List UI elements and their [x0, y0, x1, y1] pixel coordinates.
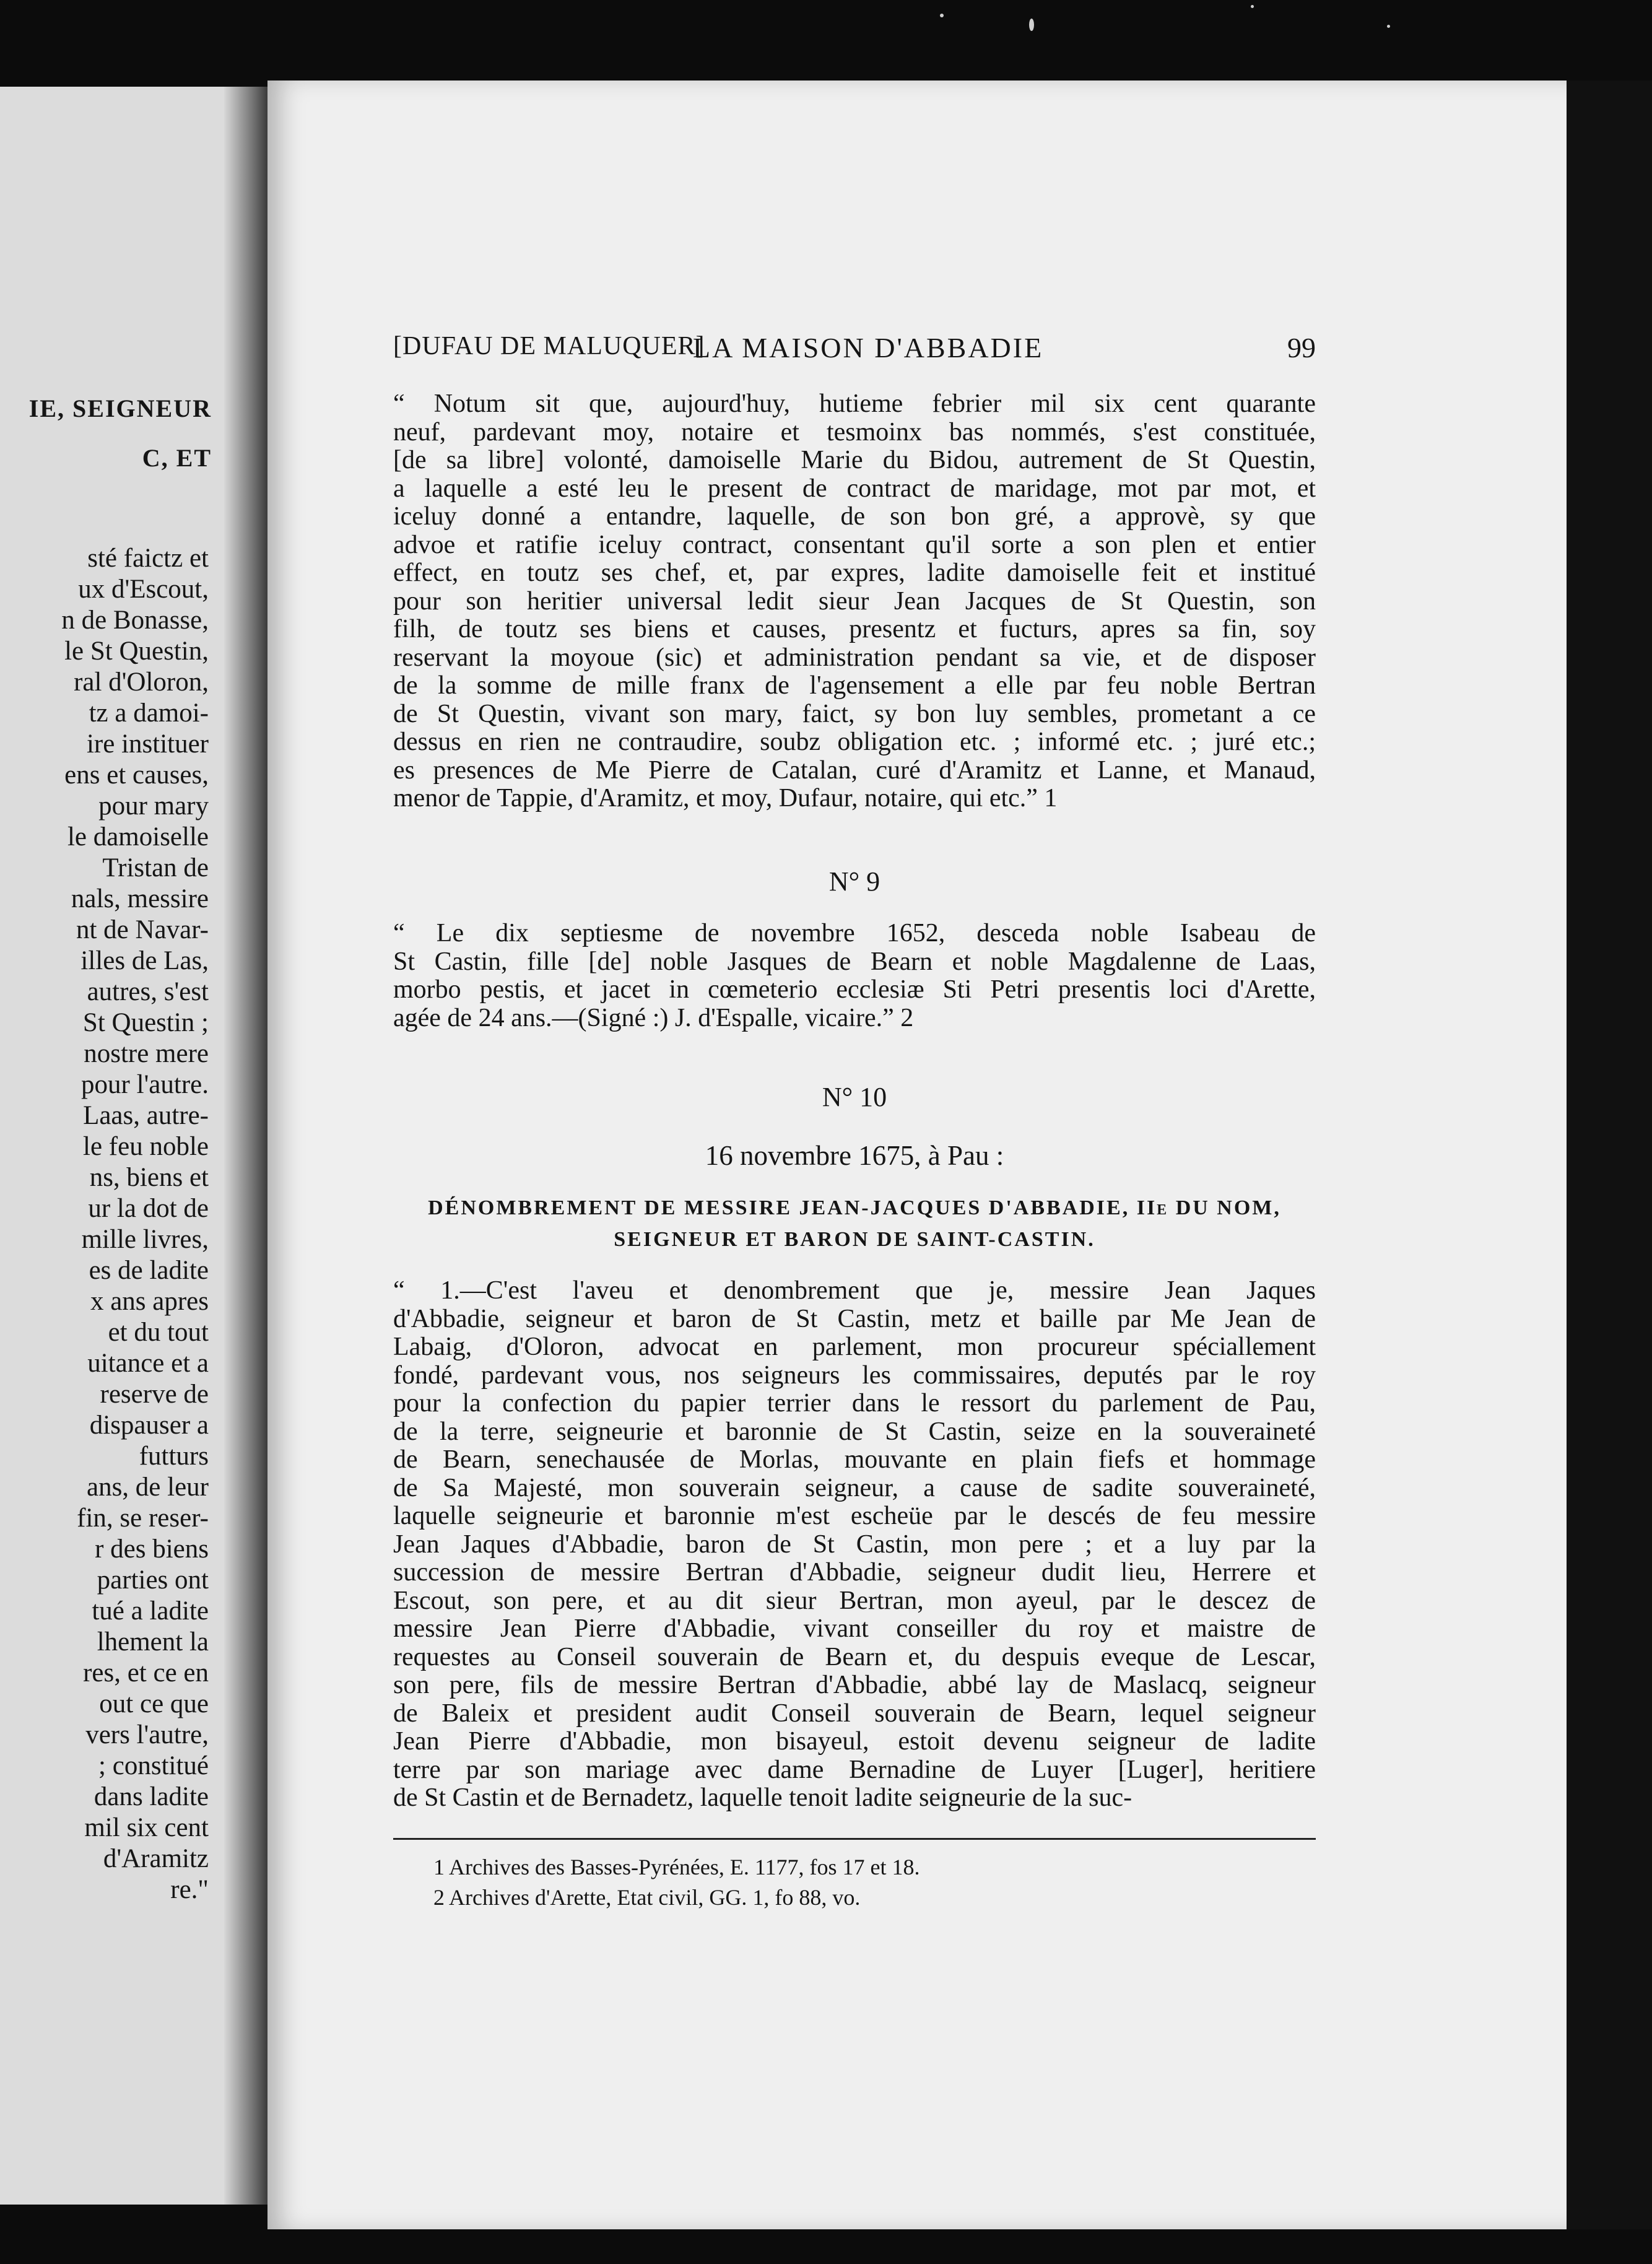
left-page-line: Tristan de — [102, 853, 209, 882]
left-page-line: re." — [170, 1875, 209, 1904]
text-line: de Baleix et president audit Conseil souverain de Bearn, lequel seigneur — [393, 1699, 1316, 1728]
left-page-line: le feu noble — [83, 1132, 209, 1161]
text-line: dessus en rien ne contraudire, soubz obligation etc. ; informé etc. ; juré etc.; — [393, 728, 1316, 756]
footnote-1: 1 Archives des Basses-Pyrénées, E. 1177, fos 17 et 18. — [433, 1855, 920, 1879]
subheading-line-2: SEIGNEUR ET BARON DE SAINT-CASTIN. — [614, 1228, 1095, 1251]
text-line: Labaig, d'Oloron, advocat en parlement, mon procureur spéciallement — [393, 1333, 1316, 1361]
left-page-line: mille livres, — [81, 1225, 209, 1254]
header-title: LA MAISON D'ABBADIE — [693, 332, 1044, 364]
text-line: de St Questin, vivant son mary, faict, sy bon luy sembles, prometant a ce — [393, 699, 1316, 728]
section-heading-no9: N° 9 — [828, 866, 880, 897]
left-page-line: nals, messire — [71, 884, 209, 913]
text-line: de St Castin et de Bernadetz, laquelle tenoit ladite seigneurie de la suc- — [393, 1783, 1132, 1812]
left-page-line: uitance et a — [87, 1349, 209, 1378]
scan-edge — [1567, 81, 1652, 2229]
text-line: [de sa libre] volonté, damoiselle Marie du Bidou, autrement de St Questin, — [393, 446, 1316, 474]
text-line: Jean Jaques d'Abbadie, baron de St Castin, mon pere ; et a luy par la — [393, 1530, 1316, 1559]
left-page-line: autres, s'est — [87, 977, 209, 1006]
left-page-line: sté faictz et — [87, 544, 209, 573]
paragraph-denombrement — [393, 1277, 1316, 1813]
left-page-line: ens et causes, — [64, 760, 209, 790]
left-page-line: lhement la — [97, 1627, 209, 1657]
date-line: 16 novembre 1675, à Pau : — [705, 1140, 1004, 1171]
left-page-line: nostre mere — [84, 1039, 209, 1068]
left-page-line: vers l'autre, — [85, 1720, 209, 1749]
text-line: reservant la moyoue (sic) et administration pendant sa vie, et de disposer — [393, 643, 1316, 672]
left-page-line: tz a damoi- — [89, 699, 209, 728]
left-page-line: out ce que — [99, 1689, 209, 1718]
left-page-line: C, ET — [142, 444, 212, 472]
text-line: de Bearn, senechausée de Morlas, mouvante en plain fiefs et hommage — [393, 1445, 1316, 1474]
text-line: neuf, pardevant moy, notaire et tesmoinx bas nommés, s'est constituée, — [393, 417, 1316, 446]
left-page-line: dispauser a — [89, 1411, 209, 1440]
text-line: requestes au Conseil souverain de Bearn et, du despuis eveque de Lescar, — [393, 1642, 1316, 1671]
left-page-line: le damoiselle — [67, 822, 209, 851]
text-line: fondé, pardevant vous, nos seigneurs les commissaires, deputés par le roy — [393, 1361, 1316, 1390]
text-line: agée de 24 ans.—(Signé :) J. d'Espalle, vicaire.” 2 — [393, 1003, 914, 1032]
left-page-line: n de Bonasse, — [61, 606, 209, 635]
text-line: “ Notum sit que, aujourd'huy, hutieme febrier mil six cent quarante — [393, 390, 1316, 418]
left-page-line: fin, se reser- — [77, 1504, 209, 1533]
text-line: morbo pestis, et jacet in cœmeterio ecclesiæ Sti Petri presentis loci d'Arette, — [393, 975, 1316, 1004]
text-line: messire Jean Pierre d'Abbadie, vivant conseiller du roy et maistre de — [393, 1614, 1316, 1643]
left-page-line: res, et ce en — [83, 1658, 209, 1687]
text-line: laquelle seigneurie et baronnie m'est escheüe par le descés de feu messire — [393, 1502, 1316, 1530]
left-facing-page — [0, 87, 267, 2205]
text-line: “ 1.—C'est l'aveu et denombrement que je, messire Jean Jaques — [393, 1276, 1316, 1305]
text-line: filh, de toutz ses biens et causes, presentz et fucturs, apres sa fin, soy — [393, 615, 1316, 643]
text-line: St Castin, fille [de] noble Jasques de Bearn et noble Magdalenne de Laas, — [393, 947, 1316, 976]
text-line: iceluy donné a entandre, laquelle, de son bon gré, a approvè, sy que — [393, 502, 1316, 531]
header-author: [DUFAU DE MALUQUER] — [393, 332, 705, 360]
left-page-line: ral d'Oloron, — [74, 668, 209, 697]
text-line: advoe et ratifie iceluy contract, consentant qu'il sorte a son plen et entier — [393, 530, 1316, 559]
speck — [1251, 5, 1254, 8]
left-page-line: ns, biens et — [89, 1163, 209, 1192]
left-page-line: illes de Las, — [80, 946, 209, 975]
speck — [1029, 19, 1034, 31]
left-page-line: r des biens — [95, 1535, 209, 1564]
running-header — [393, 331, 1316, 368]
paragraph-contract — [393, 390, 1316, 813]
left-page-line: le St Questin, — [64, 637, 209, 666]
left-page-line: futturs — [139, 1442, 209, 1471]
left-page-line: pour mary — [98, 791, 209, 821]
text-line: terre par son mariage avec dame Bernadine de Luyer [Luger], heritiere — [393, 1755, 1316, 1784]
top-margin-specks — [867, 0, 1652, 81]
speck — [940, 14, 944, 17]
text-line: pour la confection du papier terrier dans le ressort du parlement de Pau, — [393, 1389, 1316, 1417]
left-page-line: parties ont — [97, 1565, 209, 1595]
left-page-line: ire instituer — [86, 729, 209, 759]
left-page-line: tué a ladite — [92, 1596, 209, 1626]
left-page-line: dans ladite — [93, 1782, 209, 1811]
left-page-line: ans, de leur — [86, 1473, 209, 1502]
text-line: Jean Pierre d'Abbadie, mon bisayeul, estoit devenu seigneur de ladite — [393, 1727, 1316, 1756]
left-page-line: nt de Navar- — [76, 915, 209, 944]
speck — [1387, 25, 1390, 28]
text-line: a laquelle a esté leu le present de contract de maridage, mot par mot, et — [393, 474, 1316, 503]
section-heading-no10: N° 10 — [822, 1082, 887, 1112]
left-page-line: St Questin ; — [82, 1008, 209, 1037]
left-page-line: x ans apres — [90, 1287, 209, 1316]
text-line: Escout, son pere, et au dit sieur Bertran, mon ayeul, par le descez de — [393, 1586, 1316, 1615]
left-page-line: reserve de — [100, 1380, 209, 1409]
text-line: “ Le dix septiesme de novembre 1652, desceda noble Isabeau de — [393, 919, 1316, 947]
text-line: effect, en toutz ses chef, et, par expres, ladite damoiselle feit et institué — [393, 559, 1316, 587]
left-page-line: Laas, autre- — [83, 1101, 209, 1130]
text-line: menor de Tappie, d'Aramitz, et moy, Dufaur, notaire, qui etc.” 1 — [393, 784, 1058, 812]
left-page-line: ; constitué — [98, 1751, 209, 1780]
text-line: de la somme de mille franx de l'agensement a elle par feu noble Bertran — [393, 671, 1316, 700]
left-page-line: d'Aramitz — [103, 1844, 209, 1873]
page-number: 99 — [1287, 332, 1316, 364]
footnote-rule — [393, 1838, 1316, 1840]
text-line: es presences de Me Pierre de Catalan, curé d'Aramitz et Lanne, et Manaud, — [393, 755, 1316, 785]
text-line: de la terre, seigneurie et baronnie de St Castin, seize en la souveraineté — [393, 1417, 1316, 1446]
text-line: de Sa Majesté, mon souverain seigneur, a cause de sadite souveraineté, — [393, 1473, 1316, 1502]
text-line: d'Abbadie, seigneur et baron de St Castin, metz et baille par Me Jean de — [393, 1304, 1316, 1333]
left-page-line: pour l'autre. — [81, 1070, 209, 1099]
text-line: son pere, fils de messire Bertran d'Abbadie, abbé lay de Maslacq, seigneur — [393, 1671, 1316, 1699]
left-page-line: ux d'Escout, — [78, 575, 209, 604]
left-page-line: ur la dot de — [88, 1194, 209, 1223]
text-line: pour son heritier universal ledit sieur Jean Jacques de St Questin, son — [393, 586, 1316, 616]
page-gutter-shadow — [224, 87, 267, 2205]
paragraph-death-record — [393, 920, 1316, 1032]
subheading-line-1: DÉNOMBREMENT DE MESSIRE JEAN-JACQUES D'ABBADIE, IIe DU NOM, — [428, 1196, 1281, 1219]
footnote-2: 2 Archives d'Arette, Etat civil, GG. 1, fo 88, vo. — [433, 1885, 861, 1910]
left-page-line: et du tout — [108, 1318, 209, 1347]
text-line: succession de messire Bertran d'Abbadie, seigneur dudit lieu, Herrere et — [393, 1558, 1316, 1587]
left-page-line: es de ladite — [89, 1256, 209, 1285]
left-page-line: mil six cent — [84, 1813, 209, 1842]
left-page-line: IE, SEIGNEUR — [28, 394, 212, 422]
